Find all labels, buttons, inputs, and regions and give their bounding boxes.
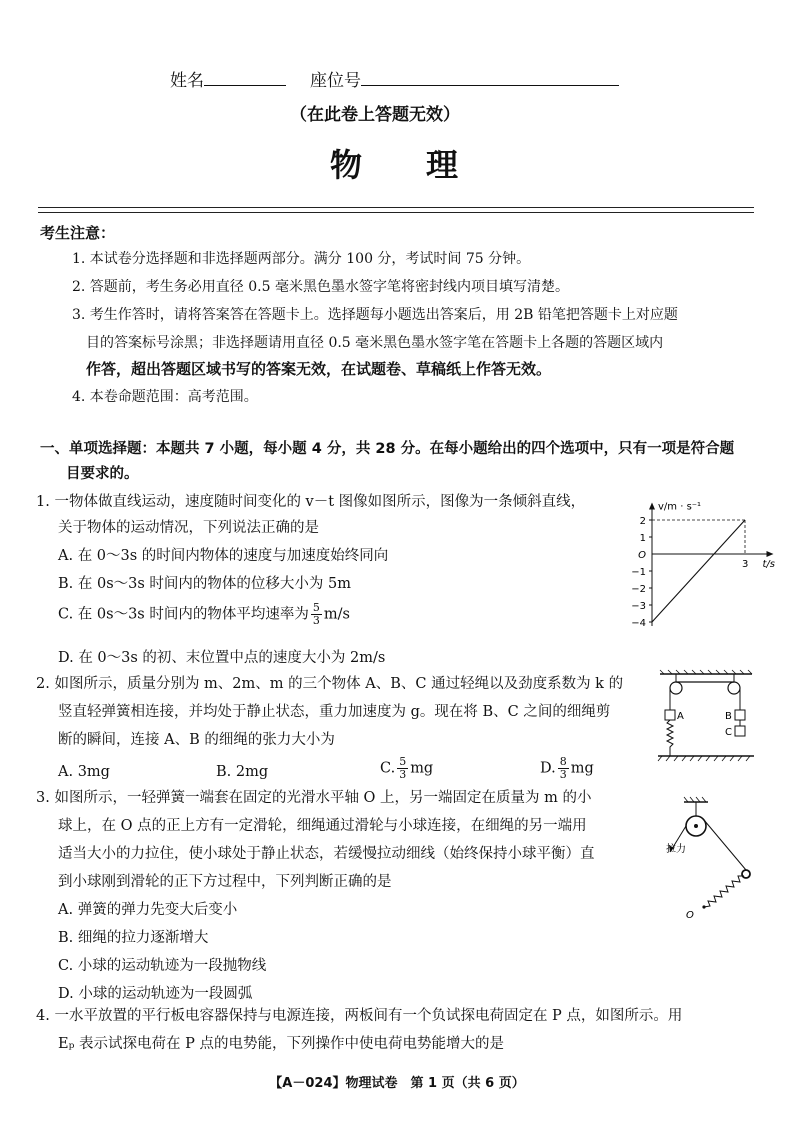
y-tick-label: O [638,550,646,561]
q2-stem: 2. 如图所示，质量分别为 m、2m、m 的三个物体 A、B、C 通过轻绳以及劲度系数为 k 的 [36,676,624,692]
page-footer: 【A－024】物理试卷 第 1 页（共 6 页） [269,1076,525,1091]
label-a: A [677,711,684,722]
q1-option-c[interactable] [58,602,350,627]
seat-label: 座位号 [310,71,361,91]
q1-stem-cont: 关于物体的运动情况，下列说法正确的是 [58,520,319,536]
q3-stem-cont-1: 球上，在 O 点的正上方有一定滑轮，细绳通过滑轮与小球连接，在细绳的另一端用 [58,818,587,834]
q1-option-c-unit: m/s [323,606,350,623]
page-title: 物 理 [330,146,459,184]
q1-c-numerator: 5 [312,601,320,614]
notice-item-1: 1. 本试卷分选择题和非选择题两部分。满分 100 分，考试时间 75 分钟。 [72,251,531,267]
name-label: 姓名 [170,71,204,91]
q1-c-denominator: 3 [312,614,320,627]
q2-option-d-unit: mg [570,760,594,777]
q2-option-c-fraction [397,756,408,781]
section-heading-cont: 目要求的。 [66,466,139,482]
y-tick-label: −1 [631,567,646,578]
y-axis-label: v/m · s⁻¹ [658,501,702,513]
x-axis-arrow [767,551,774,557]
q2-c-numerator: 5 [399,755,407,768]
q2-option-b[interactable]: B. 2mg [216,764,269,780]
question-4 [36,1004,756,1064]
x-axis-label: t/s [762,559,775,570]
q4-stem: 4. 一水平放置的平行板电容器保持与电源连接，两板间有一个负试探电荷固定在 P 点，如图所示。用 [36,1008,683,1024]
q2-d-denominator: 3 [559,768,567,781]
spring [704,876,744,907]
q2-c-denominator: 3 [399,768,407,781]
y-tick-label: 2 [639,516,646,527]
q2-option-a[interactable]: A. 3mg [58,764,110,780]
header-rule-top [38,207,754,208]
spring [667,720,673,756]
q2-option-d-fraction [558,756,569,781]
label-c: C [725,727,732,738]
answer-invalid-note: （在此卷上答题无效） [290,105,460,125]
seat-blank[interactable] [361,69,619,86]
notice-item-3: 3. 考生作答时，请将答案答在答题卡上。选择题每小题选出答案后，用 2B 铅笔把答题卡上对应题 [72,307,678,323]
seat-field[interactable] [310,66,619,91]
name-blank[interactable] [204,69,286,86]
block-c [735,726,745,736]
name-field[interactable] [170,66,286,91]
q3-option-a[interactable]: A. 弹簧的弹力先变大后变小 [58,902,238,918]
series-line [652,520,745,622]
q2-figure [656,670,756,762]
rope-to-ball [704,820,746,870]
notice-item-3-emph: 作答，超出答题区域书写的答案无效，在试题卷、草稿纸上作答无效。 [86,360,552,378]
q3-option-b[interactable]: B. 细绳的拉力逐渐增大 [58,930,209,946]
q2-option-c-unit: mg [410,760,434,777]
q2-stem-cont-1: 竖直轻弹簧相连接，并均处于静止状态，重力加速度为 g。现在将 B、C 之间的细绳剪 [58,704,611,720]
q3-figure [664,796,758,920]
block-b [735,710,745,720]
q4-stem-cont: Eₚ 表示试探电荷在 P 点的电势能，下列操作中使电荷电势能增大的是 [58,1036,504,1052]
q1-option-c-fraction [311,602,322,627]
q1-option-b[interactable]: B. 在 0s～3s 时间内的物体的位移大小为 5m [58,576,352,592]
label-b: B [725,711,732,722]
q2-option-d-label: D. [540,760,556,777]
q1-option-d[interactable]: D. 在 0～3s 的初、末位置中点的速度大小为 2m/s [58,650,386,666]
q1-option-c-text: C. 在 0s～3s 时间内的物体平均速率为 [58,606,309,623]
q3-stem: 3. 如图所示，一轻弹簧一端套在固定的光滑水平轴 O 上，另一端固定在质量为 m 的小 [36,790,592,806]
section-heading: 一、单项选择题：本题共 7 小题，每小题 4 分，共 28 分。在每小题给出的四个选项中，只有一项是符合题 [40,441,735,457]
q3-option-d[interactable]: D. 小球的运动轨迹为一段圆弧 [58,986,253,1002]
y-tick-label: 1 [639,533,646,544]
header-rule-bottom [38,212,754,213]
question-3 [36,786,656,1002]
vt-graph [620,490,775,635]
q3-stem-cont-3: 到小球刚到滑轮的正下方过程中，下列判断正确的是 [58,874,392,890]
label-o: O [686,910,694,921]
label-force: 拉力 [666,844,686,855]
q2-option-d[interactable] [540,756,594,781]
question-2 [36,672,656,784]
notice-item-4: 4. 本卷命题范围：高考范围。 [72,389,258,405]
notice-heading: 考生注意： [40,224,116,242]
q2-d-numerator: 8 [559,755,567,768]
vt-axes [631,502,775,630]
q2-option-c[interactable] [380,756,433,781]
y-tick-label: −4 [631,618,646,629]
q2-stem-cont-2: 断的瞬间，连接 A、B 的细绳的张力大小为 [58,732,335,748]
q1-option-a[interactable]: A. 在 0～3s 的时间内物体的速度与加速度始终同向 [58,548,389,564]
ball [742,870,750,878]
y-tick-label: −3 [631,601,646,612]
q1-stem: 1. 一物体做直线运动，速度随时间变化的 v－t 图像如图所示，图像为一条倾斜直线， [36,494,586,510]
block-a [665,710,675,720]
q3-stem-cont-2: 适当大小的力拉住，使小球处于静止状态，若缓慢拉动细线（始终保持小球平衡）直 [58,846,595,862]
question-1 [36,490,636,670]
q3-option-c[interactable]: C. 小球的运动轨迹为一段抛物线 [58,958,267,974]
y-axis-arrow [649,503,655,510]
x-tick-label: 3 [742,559,749,570]
y-tick-label: −2 [631,584,646,595]
notice-item-3-cont: 目的答案标号涂黑；非选择题请用直径 0.5 毫米黑色墨水签字笔在答题卡上各题的答题区域内 [86,335,664,351]
q2-option-c-label: C. [380,760,396,777]
notice-item-2: 2. 答题前，考生务必用直径 0.5 毫米黑色墨水签字笔将密封线内项目填写清楚。 [72,279,569,295]
